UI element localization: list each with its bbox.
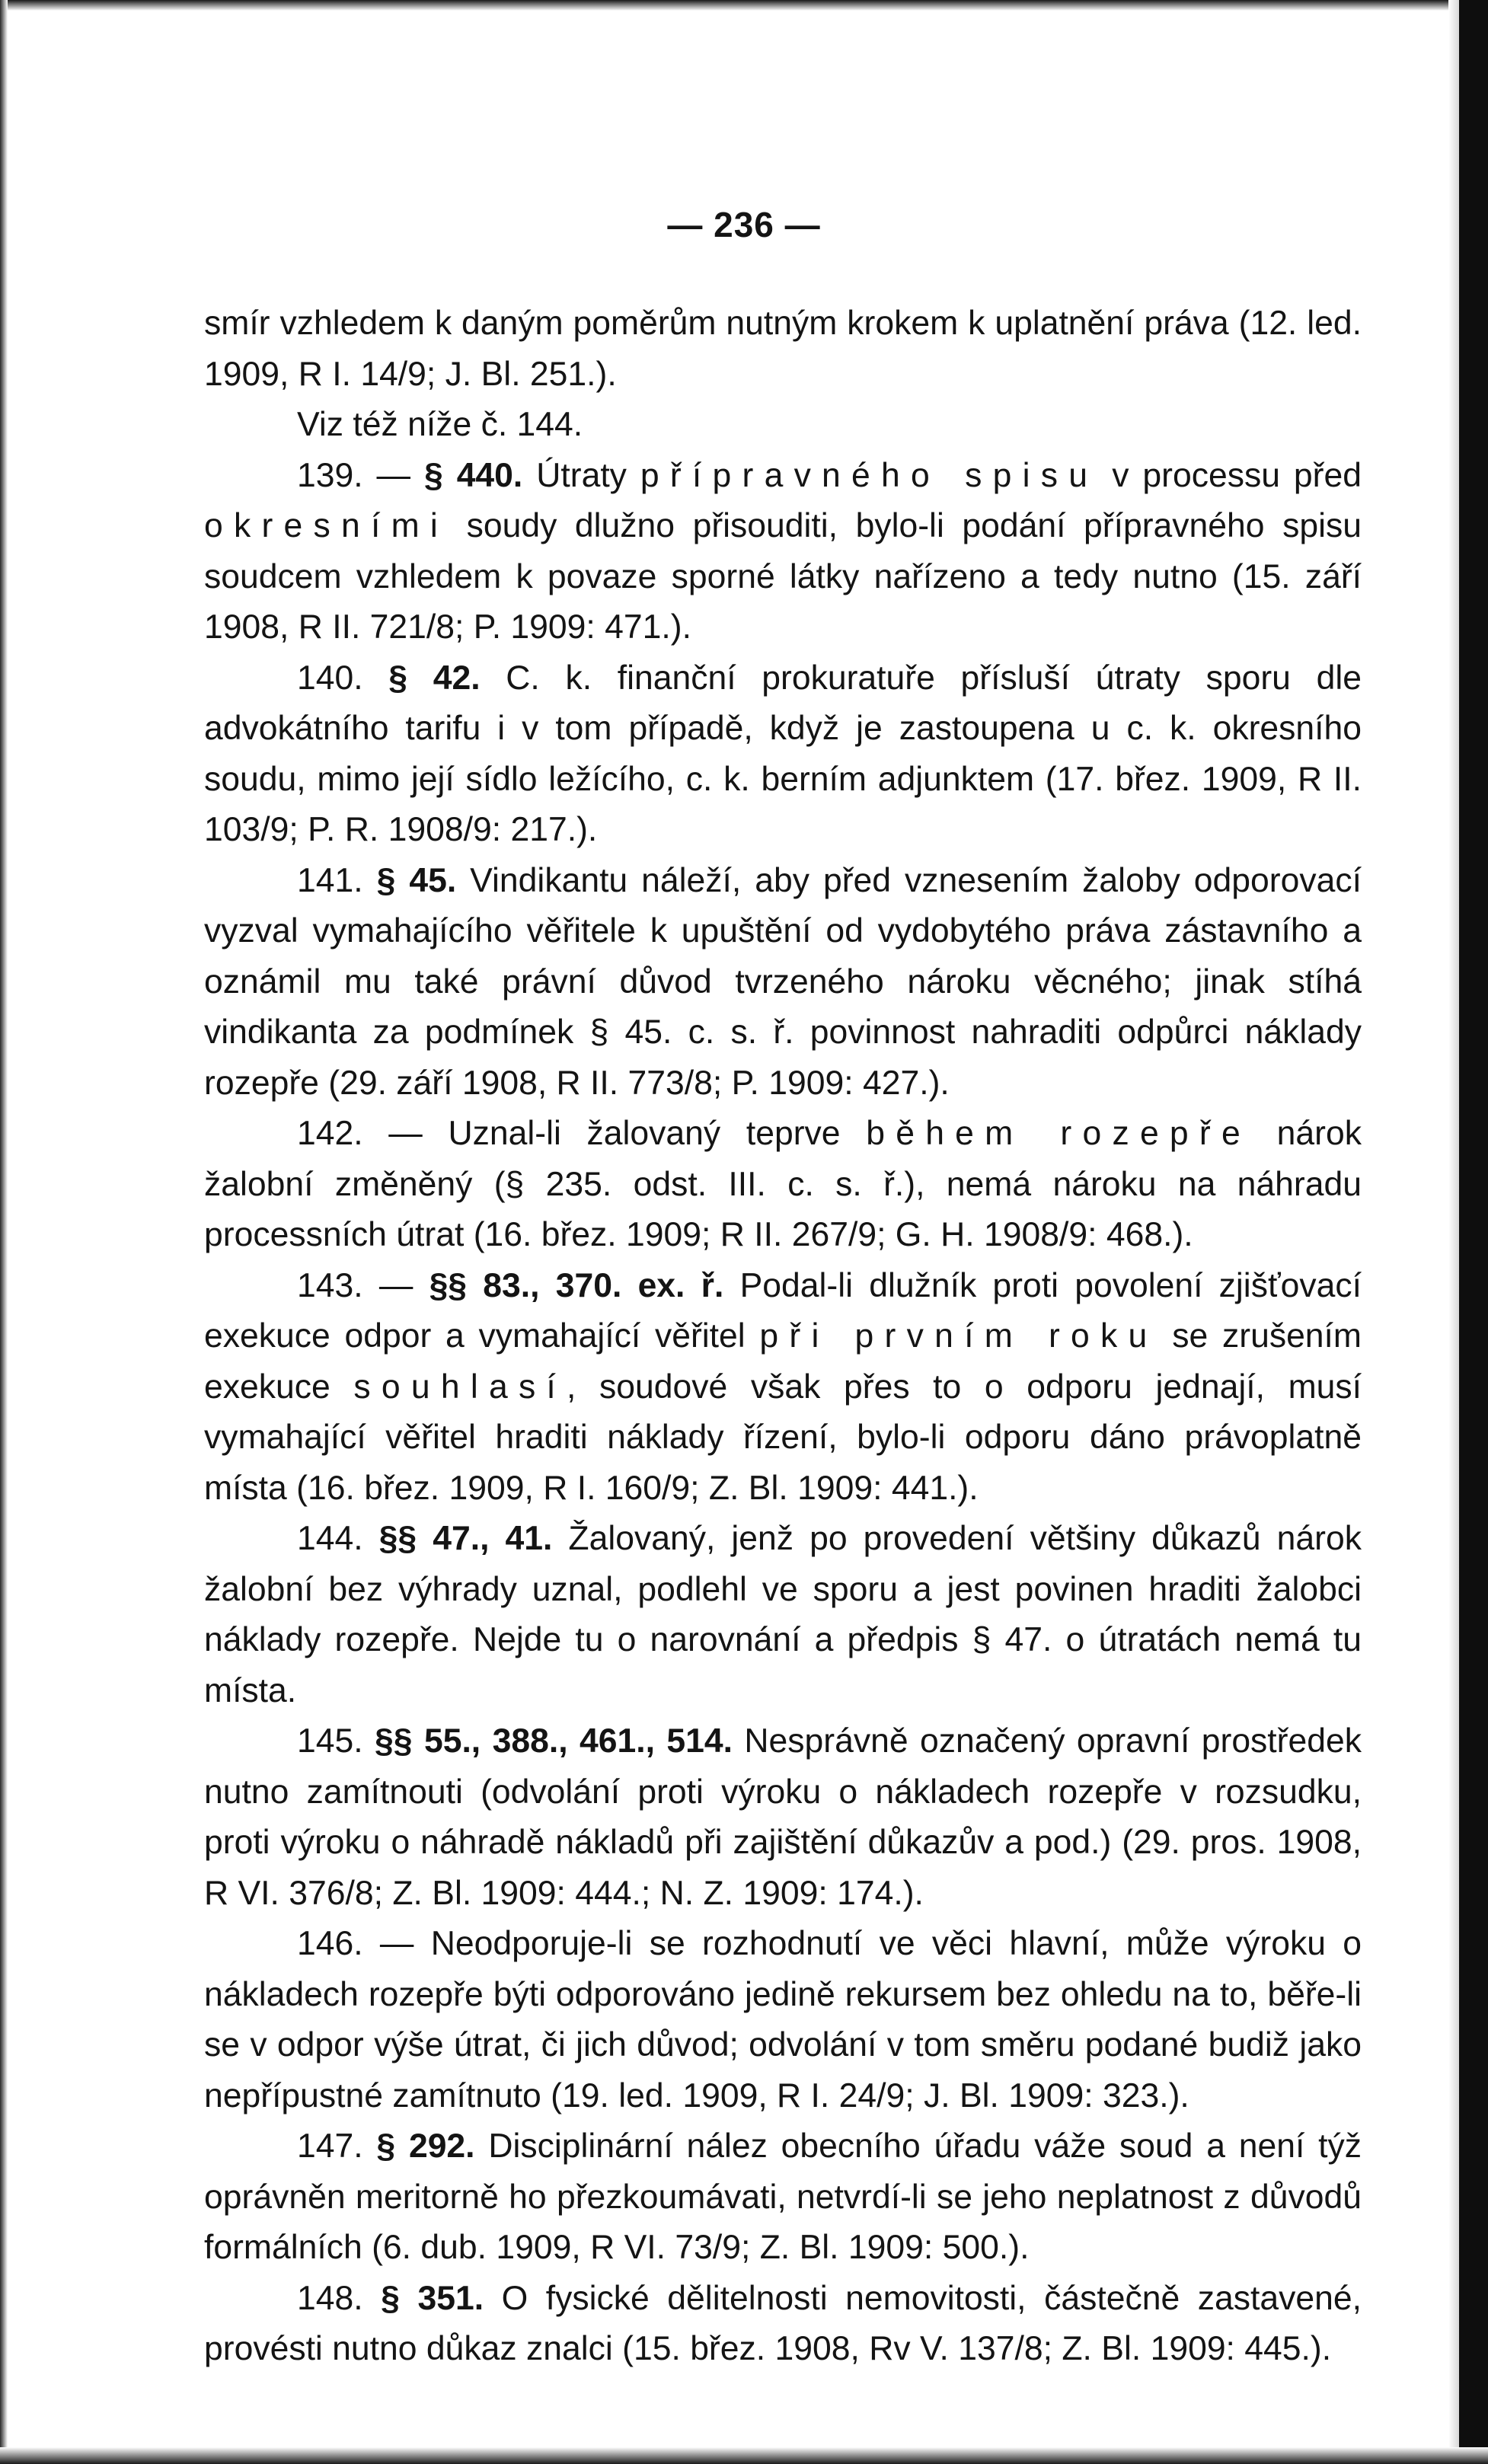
text-run: v processu před — [1098, 456, 1362, 494]
text-run: 146. — Neodporuje-li se rozhodnutí ve věci hlavní, může výroku o nákladech rozepře býti odporováno jedině rekursem bez ohledu na to, běře-li se v odpor výše útrat, či jich důvod; odvolání v tom směru podané budiž jako nepřípustné zamítnuto (19. led. 1909, R I. 24/9; J. Bl. 1909: 323.). — [204, 1925, 1362, 2115]
text-run: 143. — — [297, 1266, 429, 1304]
paragraph-145 — [204, 1716, 1362, 1919]
text-run: Podal-li dlužník proti povolení zjišťovací exekuce odpor a vymahající věřitel — [204, 1266, 1362, 1355]
scan-edge-right — [1459, 0, 1488, 2464]
page-number: — 236 — — [667, 205, 821, 244]
text-run: Žalovaný, jenž po provedení většiny důkazů nárok žalobní bez výhrady uznal, podlehl ve sporu a jest povinen hraditi žalobci náklady rozepře. Nejde tu o narovnání a předpis § 47. o útratách nemá tu místa. — [204, 1520, 1362, 1709]
text-run: Vindikantu náleží, aby před vznesením žaloby odporovací vyzval vymahajícího věřitele k upuštění od vydobytého práva zástavního a oznámil mu také právní důvod tvrzeného nároku věcného; jinak stíhá vindikanta za podmínek § 45. c. s. ř. povinnost nahraditi odpůrci náklady rozepře (29. září 1908, R II. 773/8; P. 1909: 427.). — [204, 861, 1362, 1102]
spaced-emphasis: okresními — [204, 507, 449, 544]
section-reference: § 351. — [381, 2279, 484, 2317]
spaced-emphasis: během rozepře — [866, 1115, 1251, 1152]
paragraph-147 — [204, 2121, 1362, 2274]
text-run: nárok žalobní změněný (§ 235. odst. III. c. s. ř.), nemá nároku na náhradu processních útrat (16. břez. 1909; R II. 267/9; G. H. 1908/9: 468.). — [204, 1115, 1362, 1253]
section-reference: § 440. — [424, 456, 523, 494]
section-reference: §§ 55., 388., 461., 514. — [375, 1722, 733, 1760]
text-run: 148. — [297, 2279, 382, 2317]
paragraph-142 — [204, 1109, 1362, 1261]
text-run: 139. — — [297, 456, 424, 494]
paragraph-continuation — [204, 298, 1362, 400]
scan-edge-left — [0, 0, 8, 2464]
text-run: 147. — [297, 2127, 377, 2165]
text-run: 145. — [297, 1722, 375, 1760]
text-run: 142. — Uznal-li žalovaný teprve — [297, 1115, 867, 1152]
text-run: se zrušením exekuce — [204, 1317, 1362, 1406]
text-run: Nesprávně označený opravní prostředek nutno zamítnouti (odvolání proti výroku o nákladech rozepře v rozsudku, proti výroku o náhradě nákladů při zajištění důkazův a pod.) (29. pros. 1908, R VI. 376/8; Z. Bl. 1909: 444.; N. Z. 1909: 174.). — [204, 1722, 1362, 1912]
scan-edge-right-shadow — [1448, 0, 1459, 2464]
scan-edge-top — [0, 0, 1488, 11]
text-run: 141. — [297, 861, 377, 899]
text-run: O fysické dělitelnosti nemovitosti, částečně zastavené, provésti nutno důkaz znalci (15. břez. 1908, Rv V. 137/8; Z. Bl. 1909: 445.). — [204, 2279, 1362, 2367]
text-run: C. k. finanční prokuratuře přísluší útraty sporu dle advokátního tarifu i v tom případě, když je zastoupena u c. k. okresního soudu, mimo její sídlo ležícího, c. k. berním adjunktem (17. břez. 1909, R II. 103/9; P. R. 1908/9: 217.). — [204, 659, 1362, 848]
section-reference: § 45. — [376, 861, 457, 899]
text-run: 144. — [297, 1520, 379, 1557]
paragraph-146 — [204, 1919, 1362, 2121]
text-run: Disciplinární nález obecního úřadu váže soud a není týž oprávněn meritorně ho přezkoumávati, netvrdí-li se jeho neplatnost z důvodů formálních (6. dub. 1909, R VI. 73/9; Z. Bl. 1909: 500.). — [204, 2127, 1362, 2266]
paragraph-141 — [204, 856, 1362, 1109]
section-reference: § 292. — [376, 2127, 475, 2165]
text-run: , soudové však přes to o odporu jednají, musí vymahající věřitel hraditi náklady řízení, bylo-li odporu dáno právoplatně místa (16. břez. 1909, R I. 160/9; Z. Bl. 1909: 441.). — [204, 1368, 1362, 1507]
scan-edge-bottom — [0, 2447, 1488, 2464]
text-run: soudy dlužno přisouditi, bylo-li podání přípravného spisu soudcem vzhledem k povaze sporné látky nařízeno a tedy nutno (15. září 1908, R II. 721/8; P. 1909: 471.). — [204, 507, 1362, 646]
text-run: Útraty — [522, 456, 640, 494]
text-run: Viz též níže č. 144. — [297, 406, 583, 443]
text-run: 140. — [297, 659, 389, 697]
spaced-emphasis: při prvním roku — [759, 1317, 1158, 1355]
paragraph-143 — [204, 1261, 1362, 1514]
spaced-emphasis: souhlasí — [353, 1368, 567, 1406]
paragraph-see-also — [204, 400, 1362, 451]
paragraph-148 — [204, 2274, 1362, 2375]
paragraph-140 — [204, 653, 1362, 856]
paragraph-144 — [204, 1514, 1362, 1716]
section-reference: § 42. — [388, 659, 481, 697]
text-run: smír vzhledem k daným poměrům nutným krokem k uplatnění práva (12. led. 1909, R I. 14/9; J. Bl. 251.). — [204, 305, 1362, 393]
spaced-emphasis: přípravného spisu — [640, 456, 1099, 494]
section-reference: §§ 83., 370. ex. ř. — [429, 1266, 724, 1304]
paragraph-139 — [204, 451, 1362, 653]
page-body — [204, 298, 1362, 2375]
section-reference: §§ 47., 41. — [378, 1520, 553, 1557]
